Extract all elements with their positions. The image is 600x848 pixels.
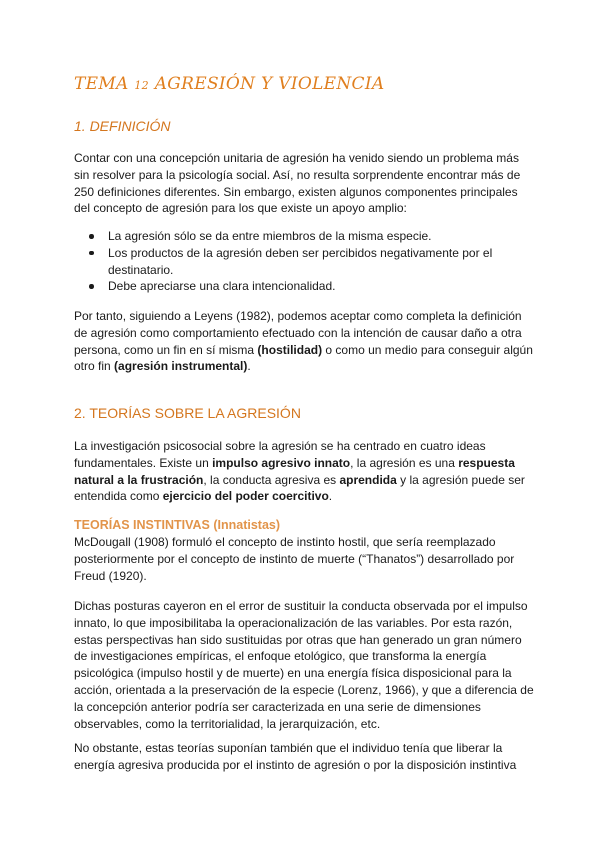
bullet-dot	[89, 251, 94, 256]
definition-bullet-list	[74, 228, 534, 295]
section-1-intro-paragraph: Contar con una concepción unitaria de agresión ha venido siendo un problema más sin resolver para la psicología social. Así, no resulta sorprendente encontrar más de 250 definiciones diferentes. Sin embargo, existen algunos componentes principales del concepto de agresión para los que existe un apoyo amplio:	[74, 151, 521, 216]
bullet-dot	[89, 234, 94, 239]
instinctive-theories-subheading: TEORÍAS INSTINTIVAS (Innatistas)	[74, 518, 281, 532]
bullet-dot	[89, 284, 94, 289]
list-item: Debe apreciarse una clara intencionalidad.	[74, 278, 534, 295]
term-agresion-instrumental: (agresión instrumental)	[114, 359, 248, 374]
document-title	[74, 74, 384, 94]
section-2-heading: 2. TEORÍAS SOBRE LA AGRESIÓN	[74, 405, 301, 421]
section-1-heading: 1. DEFINICIÓN	[74, 118, 171, 134]
title-rest: AGRESIÓN Y VIOLENCIA	[154, 74, 385, 94]
list-item: La agresión sólo se da entre miembros de la misma especie.	[74, 228, 534, 245]
ethological-approach-paragraph: Dichas posturas cayeron en el error de sustituir la conducta observada por el impulso innato, lo que imposibilitaba la operacionalización de las variables. Por esta razón, estas perspectivas han sido sustituidas por otras que han generado un gran número de investigaciones empíricas, el enfoque etológico, que transforma la energía psicológica (impulso hostil y de muerte) en una energía física disposicional para la acción, orientada a la preservación de la especie (Lorenz, 1966), y que a diferencia de la concepción anterior podría ser caracterizada en una serie de dimensiones observables, como la territorialidad, la jerarquización, etc.	[74, 599, 534, 731]
closing-paragraph: No obstante, estas teorías suponían también que el individuo tenía que liberar la energía agresiva producida por el instinto de agresión o por la disposición instintiva	[74, 741, 517, 772]
title-number: 12	[134, 79, 149, 92]
term-hostilidad: (hostilidad)	[257, 342, 323, 357]
list-item: Los productos de la agresión deben ser percibidos negativamente por el destinatario.	[74, 245, 534, 279]
section-2-intro-paragraph: La investigación psicosocial sobre la agresión se ha centrado en cuatro ideas fundamentales. Existe un impulso agresivo innato, la agresión es una respuesta natural a la frustración, la conducta agresiva es aprendida y la agresión puede ser entendida como ejercicio del poder coercitivo.	[74, 439, 525, 504]
mcdougall-paragraph: McDougall (1908) formuló el concepto de instinto hostil, que sería reemplazado posteriormente por el concepto de instinto de muerte (“Thanatos”) desarrollado por Freud (1920).	[74, 535, 515, 583]
title-text: TEMA	[74, 74, 129, 94]
definition-paragraph: Por tanto, siguiendo a Leyens (1982), podemos aceptar como completa la definición de agresión como comportamiento efectuado con la intención de causar daño a otra persona, como un fin en sí misma (hostilidad) o como un medio para conseguir algún otro fin (agresión instrumental).	[74, 309, 533, 374]
